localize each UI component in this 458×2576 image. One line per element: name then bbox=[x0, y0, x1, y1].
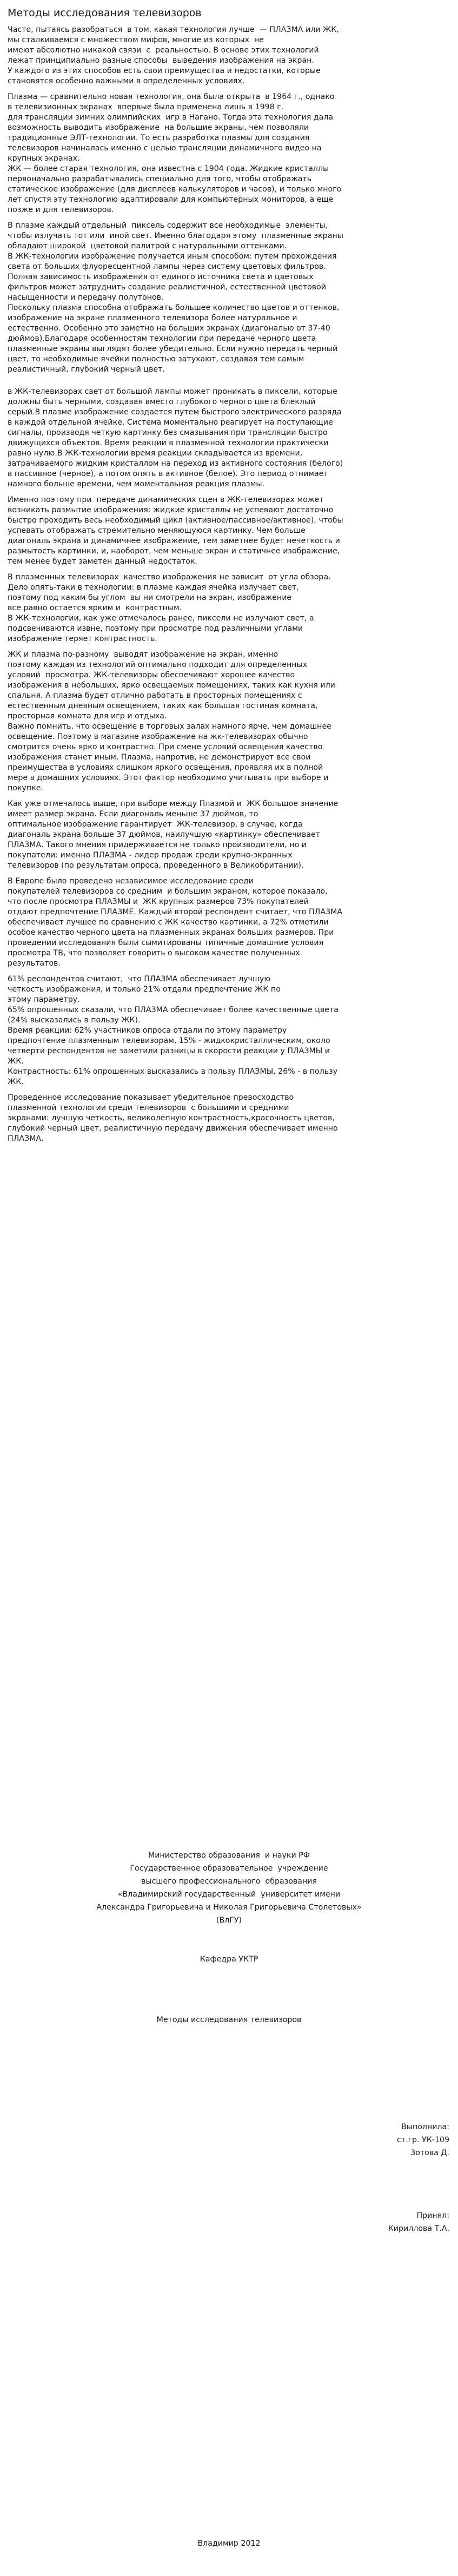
cover-work-title: Методы исследования телевизоров bbox=[156, 2016, 302, 2024]
paragraph-line: намного больше времени, чем моментальная реакция плазмы. bbox=[8, 480, 265, 488]
paragraph-line: В Европе было проведено независимое исследование среди bbox=[8, 877, 254, 886]
paragraph-line: изображение на экране плазменного телевизора более натуральное и bbox=[8, 314, 297, 322]
paragraph-line: просмотра ТВ, что позволяет говорить о высоком качестве полученных bbox=[8, 949, 300, 957]
paragraph bbox=[8, 572, 450, 644]
cover-performed-label: Выполнила: bbox=[401, 2123, 449, 2131]
paragraph-line: Плазма — сравнительно новая технология, она была открыта в 1964 г., однако bbox=[8, 93, 335, 101]
paragraph-line: в каждой отдельной ячейке. Система моментально реагирует на поступающие bbox=[8, 418, 333, 427]
paragraph-line: Время реакции: 62% участников опроса отдали по этому параметру bbox=[8, 1026, 287, 1035]
paragraph-line: света от больших флуоресцентной лампы через систему цветовых фильтров. bbox=[8, 262, 326, 271]
cover-institution-line: Министерство образования и науки РФ bbox=[148, 1851, 310, 1860]
paragraph-line: экранами: лучшую четкость, великолепную контрастность,красочность цветов, bbox=[8, 1114, 335, 1122]
cover-performed-name: Зотова Д. bbox=[410, 2149, 449, 2157]
paragraph-line: тем менее будет заметен данный недостаток. bbox=[8, 557, 198, 566]
paragraph-line: для трансляции зимних олимпийских игр в Нагано. Тогда эта технология дала bbox=[8, 113, 334, 122]
cover-institution bbox=[0, 1849, 458, 1927]
cover-institution-line: (ВлГУ) bbox=[216, 1916, 242, 1925]
paragraph-line: спальня. А плазма будет отлично работать в просторных помещениях с bbox=[8, 691, 302, 700]
paragraph-line: ЖК. bbox=[8, 1078, 24, 1086]
paragraph-line: плазменной технологии среди телевизоров с большими и средними bbox=[8, 1104, 289, 1112]
paragraph-line: телевизоров (по результатам опроса, проведенного в Великобритании). bbox=[8, 861, 304, 870]
paragraph bbox=[8, 92, 450, 215]
paragraph-line: обеспечивает лучшее по сравнению с ЖК качество картинки, а 72% отметили bbox=[8, 918, 329, 927]
paragraph-line: мере в домашних условиях. Этот фактор необходимо учитывать при выборе и bbox=[8, 774, 329, 782]
paragraph-line: естественным дневным освещением, таких как большая гостиная комната, bbox=[8, 702, 318, 710]
paragraph-line: размытость картинки, и, наоборот, чем меньше экран и статичнее изображение, bbox=[8, 547, 340, 556]
cover-department-block bbox=[0, 1953, 458, 1966]
paragraph-line: предпочтение плазменным телевизорам, 15% - жидкокристаллическим, около bbox=[8, 1036, 330, 1045]
paragraph-line: условий просмотра. ЖК-телевизоры обеспечивают хорошее качество bbox=[8, 671, 295, 679]
paragraph-line: Важно помнить, что освещение в торговых залах намного ярче, чем домашнее bbox=[8, 722, 331, 731]
paragraph-line: телевизоров начиналась именно с целью трансляции динамичного видео на bbox=[8, 144, 322, 153]
paragraph-line: Контрастность: 61% опрошенных высказались в пользу ПЛАЗМЫ, 26% - в пользу bbox=[8, 1067, 338, 1076]
paragraph bbox=[8, 799, 450, 871]
paragraph-line: крупных экранах. bbox=[8, 154, 80, 163]
paragraph-line: В плазменных телевизорах качество изображения не зависит от угла обзора. bbox=[8, 573, 331, 582]
paragraph-line: смотрится очень ярко и контрастно. При смене условий освещения качество bbox=[8, 743, 323, 751]
paragraph-line: Проведенное исследование показывает убедительное превосходство bbox=[8, 1093, 294, 1102]
paragraph-line: 65% опрошенных сказали, что ПЛАЗМА обеспечивает более качественные цвета bbox=[8, 1006, 338, 1014]
paragraph-line: проведении исследования были сымитированы типичные домашние условия bbox=[8, 939, 324, 947]
cover-city-year: Владимир 2012 bbox=[197, 2539, 261, 2548]
paragraph-line: четверти респондентов не заметили разницы в скорости реакции у ПЛАЗМЫ и bbox=[8, 1047, 330, 1055]
paragraph-line: позже и для телевизоров. bbox=[8, 206, 114, 214]
cover-institution-line: «Владимирский государственный университет имени bbox=[117, 1890, 341, 1899]
paragraph-line: диагональ экрана больше 37 дюймов, наилучшую «картинку» обеспечивает bbox=[8, 830, 321, 839]
paragraph-line: чтобы излучать тот или иной свет. Именно благодаря этому плазменные экраны bbox=[8, 232, 343, 240]
paragraph-line: покупке. bbox=[8, 784, 44, 792]
paragraph-line: в ЖК-телевизорах свет от большой лампы может проникать в пиксели, которые bbox=[8, 387, 337, 396]
paragraph-line: подсвечиваются извне, поэтому при просмотре под различными углами bbox=[8, 624, 303, 633]
paragraph-line: движущихся объектов. Время реакции в плазменной технологии практически bbox=[8, 439, 329, 447]
paragraph-line: четкость изображения, и только 21% отдали предпочтение ЖК по bbox=[8, 985, 281, 994]
document-title: Методы исследования телевизоров bbox=[8, 7, 202, 19]
paragraph-line: преимущества в условиях слишком яркого освещения, проявляя их в полной bbox=[8, 763, 323, 772]
paragraph bbox=[8, 387, 450, 490]
paragraph-line: естественно. Особенно это заметно на больших экранах (диагональю от 37-40 bbox=[8, 324, 330, 333]
paragraph-line: ЖК — более старая технология, она известна с 1904 года. Жидкие кристаллы bbox=[8, 164, 329, 173]
paragraph-line: в телевизионных экранах впервые была применена лишь в 1998 г. bbox=[8, 103, 284, 111]
paragraph-line: должны быть черными, создавая вместо глубокого черного цвета блеклый bbox=[8, 398, 316, 406]
paragraph-line: статическое изображение (для дисплеев калькуляторов и часов), и только много bbox=[8, 185, 342, 194]
document-body bbox=[8, 25, 450, 1144]
paragraph-line: лет спустя эту технологию адаптировали для компьютерных мониторов, а еще bbox=[8, 195, 334, 204]
paragraph-line: результатов. bbox=[8, 959, 61, 968]
paragraph-line: диагональ экрана и динамичнее изображение, тем заметнее будет нечеткость и bbox=[8, 537, 340, 545]
paragraph-line: имеют абсолютно никакой связи с реальностью. В основе этих технологий bbox=[8, 46, 319, 55]
paragraph-line: цвет, то необходимые ячейки полностью затухают, создавая тем самым bbox=[8, 355, 304, 364]
paragraph-line: изображения станет иным. Плазма, напротив, не демонстрирует все свои bbox=[8, 753, 311, 762]
cover-footer bbox=[0, 2537, 458, 2550]
paragraph-line: поэтому каждая из технологий оптимально подходит для определенных bbox=[8, 660, 308, 669]
paragraph-line: ЖК. bbox=[8, 1057, 24, 1066]
paragraph-line: ПЛАЗМА. Такого мнения придерживается не только производители, но и bbox=[8, 841, 307, 849]
paragraph-line: покупателей телевизоров со средним и большим экраном, которое показало, bbox=[8, 887, 328, 896]
paragraph-line: что после просмотра ПЛАЗМЫ и ЖК крупных размеров 73% покупателей bbox=[8, 897, 309, 906]
paragraph-line: мы сталкиваемся с множеством мифов, многие из которых не bbox=[8, 36, 264, 44]
paragraph-line: (24% высказались в пользу ЖК). bbox=[8, 1016, 141, 1025]
paragraph-line: все равно остается ярким и контрастным. bbox=[8, 604, 182, 612]
paragraph-line: Именно поэтому при передаче динамических сцен в ЖК-телевизорах может bbox=[8, 496, 324, 504]
paragraph-line: становятся особенно важными в определенных условиях. bbox=[8, 77, 245, 85]
paragraph-line: поэтому под каким бы углом вы ни смотрели на экран, изображение bbox=[8, 593, 292, 602]
paragraph-line: В плазме каждый отдельный пиксель содержит все необходимые элементы, bbox=[8, 221, 328, 230]
paragraph-line: оптимальное изображение гарантирует ЖК-телевизор, в случае, когда bbox=[8, 820, 303, 829]
cover-institution-line: высшего профессионального образования bbox=[141, 1877, 317, 1886]
paragraph-line: Поскольку плазма способна отображать большее количество цветов и оттенков, bbox=[8, 303, 340, 312]
paragraph bbox=[8, 495, 450, 567]
paragraph-line: этому параметру. bbox=[8, 995, 80, 1004]
paragraph-line: В ЖК-технологии, как уже отмечалось ранее, пиксели не излучают свет, а bbox=[8, 614, 314, 623]
paragraph-line: обладают широкой цветовой палитрой с натуральными оттенками. bbox=[8, 242, 287, 250]
cover-accepted-name: Кириллова Т.А. bbox=[388, 2224, 449, 2233]
cover-institution-line: Александра Григорьевича и Николая Григорьевича Столетовых» bbox=[96, 1903, 362, 1912]
paragraph bbox=[8, 974, 450, 1087]
paragraph-line: изображение теряет контрастность. bbox=[8, 635, 157, 643]
paragraph-line: серый.В плазме изображение создается путем быстрого электрического разряда bbox=[8, 408, 342, 417]
paragraph-line: дюймов).Благодаря особенностям технологии при передаче черного цвета bbox=[8, 334, 316, 343]
paragraph-line: быстро проходить весь необходимый цикл (активное/пассивное/активное), чтобы bbox=[8, 516, 343, 525]
paragraph-line: У каждого из этих способов есть свои преимущества и недостатки, которые bbox=[8, 67, 321, 75]
paragraph-line: имеет размер экрана. Если диагональ меньше 37 дюймов, то bbox=[8, 810, 258, 818]
paragraph-line: особое качество черного цвета на плазменных экранах больших размеров. При bbox=[8, 928, 334, 937]
cover-title-block bbox=[0, 2013, 458, 2026]
paragraph-line: традиционные ЭЛТ-технологии. То есть разработка плазмы для создания bbox=[8, 134, 310, 142]
paragraph-line: реалистичный, глубокий черный цвет. bbox=[8, 365, 165, 374]
cover-performed-group: ст.гр. УК-109 bbox=[397, 2136, 449, 2144]
paragraph-line: возникать размытие изображения: жидкие кристаллы не успевают достаточно bbox=[8, 506, 334, 514]
paragraph-line: освещение. Поэтому в магазине изображение на жк-телевизорах обычно bbox=[8, 732, 308, 741]
cover-department: Кафедра УКТР bbox=[200, 1955, 258, 1964]
paragraph-line: В ЖК-технологии изображение получается иным способом: путем прохождения bbox=[8, 252, 337, 261]
paragraph-line: изображения в небольших, ярко освещаемых помещениях, таких как кухня или bbox=[8, 681, 335, 690]
cover-performed-block bbox=[0, 2121, 458, 2159]
paragraph bbox=[8, 25, 450, 87]
paragraph-line: ПЛАЗМА. bbox=[8, 1134, 44, 1143]
paragraph-line: возможность выводить изображение на большие экраны, чем позволяли bbox=[8, 123, 309, 132]
paragraph-line: затрачиваемого жидким кристаллом на переход из активного состояния (белого) bbox=[8, 459, 343, 468]
paragraph-line: успевать отображать стремительно меняющуюся картинку. Чем больше bbox=[8, 526, 306, 535]
paragraph-line: лежат принципиально разные способы выведения изображения на экран. bbox=[8, 56, 314, 65]
paragraph-line: ЖК и плазма по-разному выводят изображение на экран, именно bbox=[8, 650, 278, 659]
paragraph bbox=[8, 1093, 450, 1144]
paragraph bbox=[8, 650, 450, 794]
paragraph-line: просторная комната для игр и отдыха. bbox=[8, 712, 167, 721]
cover-accepted-block bbox=[0, 2209, 458, 2235]
paragraph bbox=[8, 221, 450, 375]
paragraph-line: покупатели: именно ПЛАЗМА - лидер продаж среди крупно-экранных bbox=[8, 851, 293, 860]
paragraph-line: равно нулю.В ЖК-технологии время реакции складывается из времени, bbox=[8, 449, 303, 458]
paragraph-line: отдают предпочтение ПЛАЗМЕ. Каждый второй респондент считает, что ПЛАЗМА bbox=[8, 908, 343, 916]
paragraph-line: Часто, пытаясь разобраться в том, какая технология лучше — ПЛАЗМА или ЖК, bbox=[8, 25, 339, 34]
paragraph-line: плазменные экраны выглядят более убедительно. Если нужно передать черный bbox=[8, 345, 338, 353]
paragraph-line: Полная зависимость изображения от единого источника света и цветовых bbox=[8, 273, 314, 281]
paragraph-line: глубокий черный цвет, реалистичную передачу движения обеспечивает именно bbox=[8, 1124, 338, 1133]
cover-institution-line: Государственное образовательное учреждение bbox=[130, 1864, 328, 1873]
paragraph-line: фильтров может затруднить создание реалистичной, естественной цветовой bbox=[8, 283, 327, 292]
paragraph-line: насыщенности и передачу полутонов. bbox=[8, 293, 164, 302]
paragraph-line: сигналы, производя четкую картинку без смазывания при трансляции быстро bbox=[8, 428, 328, 437]
paragraph-line: Как уже отмечалось выше, при выборе между Плазмой и ЖК большое значение bbox=[8, 800, 338, 808]
paragraph bbox=[8, 876, 450, 969]
paragraph-line: в пассивное (черное), а потом опять в активное (белое). Это период отнимает bbox=[8, 470, 328, 478]
paragraph-line: первоначально разрабатывались специально для того, чтобы отображать bbox=[8, 175, 312, 183]
cover-accepted-label: Принял: bbox=[416, 2211, 449, 2220]
paragraph-line: Дело опять-таки в технологии: в плазме каждая ячейка излучает свет, bbox=[8, 583, 299, 592]
paragraph-line: 61% респондентов считают, что ПЛАЗМА обеспечивает лучшую bbox=[8, 975, 271, 983]
